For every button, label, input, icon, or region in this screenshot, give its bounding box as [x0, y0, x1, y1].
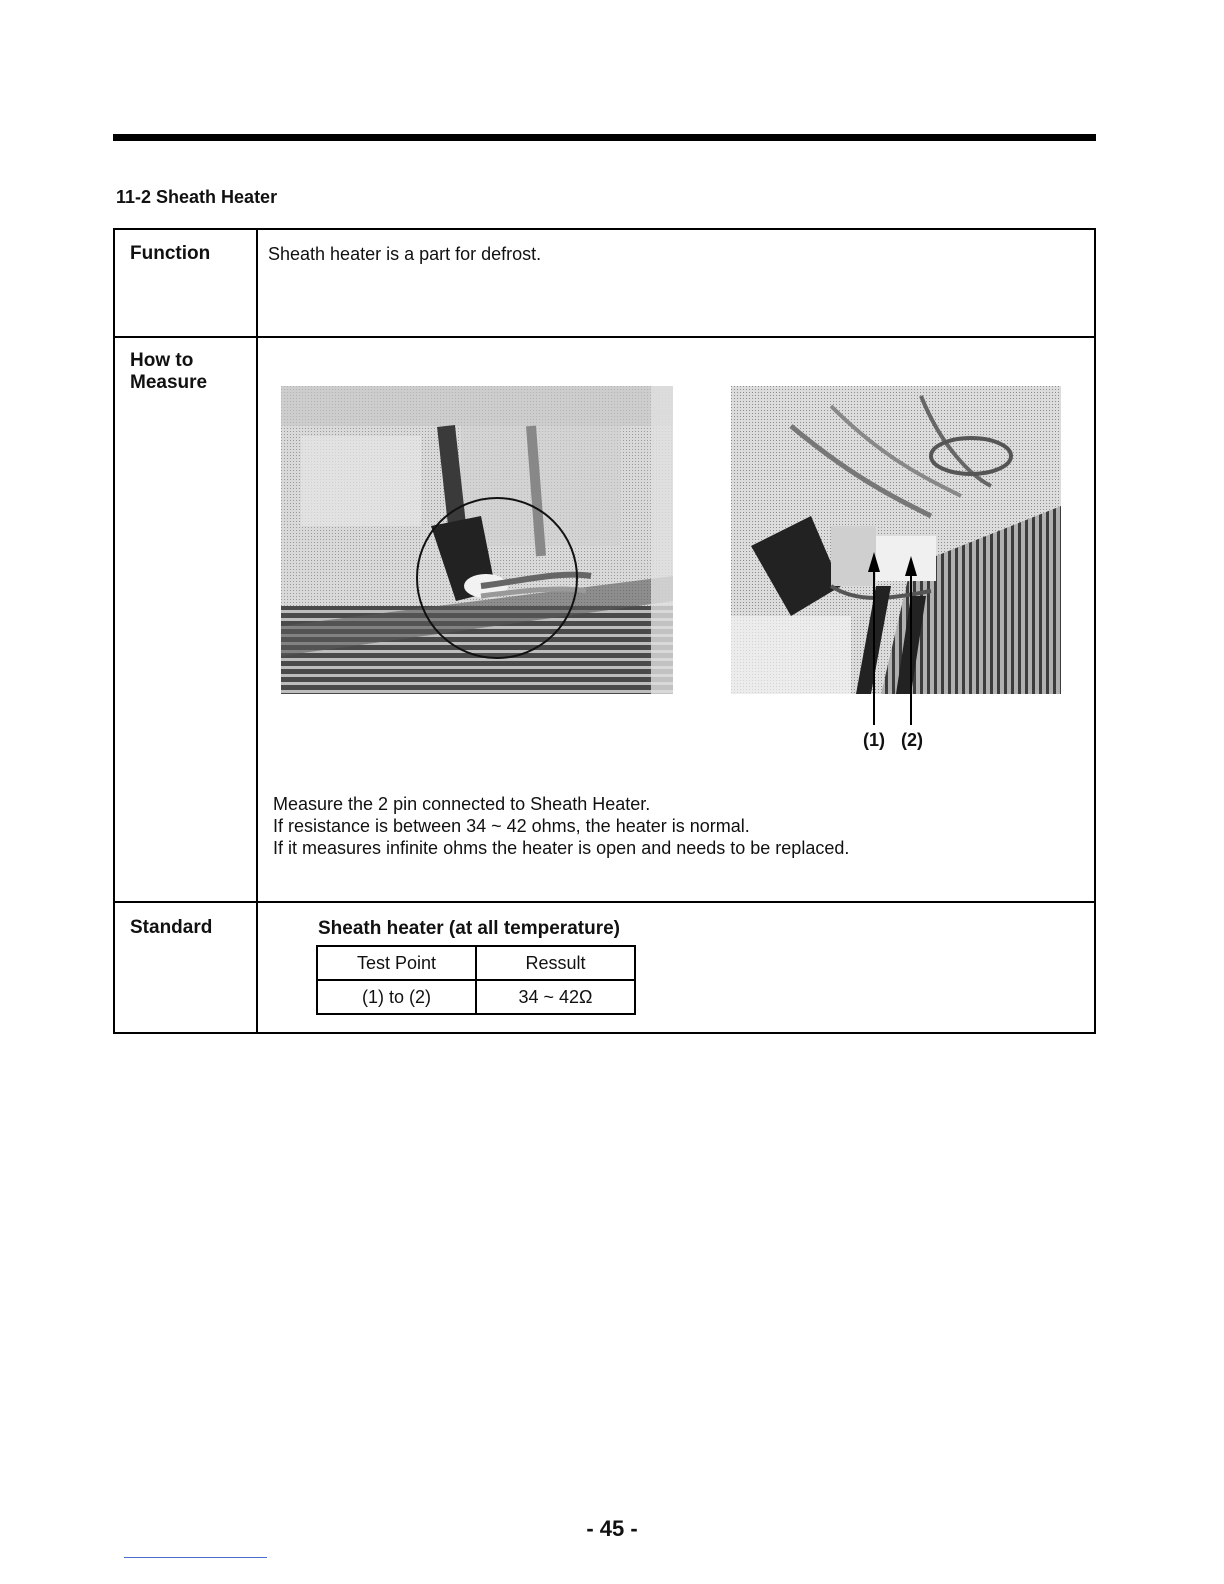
footer-link-underline — [124, 1557, 267, 1558]
function-text: Sheath heater is a part for defrost. — [268, 244, 542, 264]
row-divider-2 — [115, 901, 1094, 903]
how-to-label-line2: Measure — [130, 372, 208, 393]
callout-2-label: (2) — [901, 730, 923, 750]
table-header-row — [317, 946, 635, 980]
instruction-line-3: If it measures infinite ohms the heater is open and needs to be replaced. — [273, 838, 850, 858]
heater-connector-photo-left — [281, 386, 673, 694]
how-to-measure-label — [130, 350, 207, 394]
row-divider-1 — [115, 336, 1094, 338]
standard-table — [316, 945, 636, 1015]
how-to-label-line1: How to — [130, 350, 194, 371]
standard-table-title: Sheath heater (at all temperature) — [318, 918, 620, 939]
instruction-line-1: Measure the 2 pin connected to Sheath Heater. — [273, 794, 651, 814]
header-test-point: Test Point — [317, 946, 476, 980]
cell-test-point: (1) to (2) — [317, 980, 476, 1014]
callout-1-label: (1) — [863, 730, 885, 750]
spec-table — [113, 228, 1096, 1034]
measurement-instructions — [273, 793, 849, 859]
page-number: - 45 - — [586, 1516, 638, 1541]
instruction-line-2: If resistance is between 34 ~ 42 ohms, the heater is normal. — [273, 816, 750, 836]
cell-result: 34 ~ 42Ω — [476, 980, 635, 1014]
header-result: Ressult — [476, 946, 635, 980]
section-title: 11-2 Sheath Heater — [116, 187, 278, 207]
standard-label: Standard — [130, 917, 213, 938]
column-divider — [256, 230, 258, 1032]
callout-arrows — [855, 550, 925, 730]
table-row — [317, 980, 635, 1014]
function-label: Function — [130, 243, 211, 264]
top-rule — [113, 134, 1096, 141]
